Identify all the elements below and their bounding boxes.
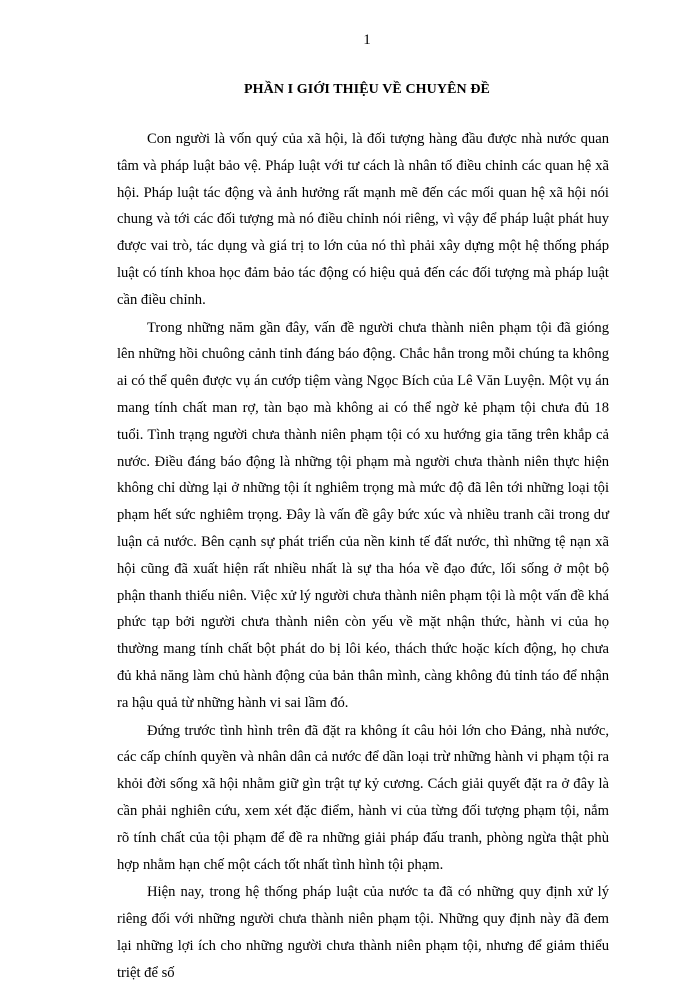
section-title: PHẦN I GIỚI THIỆU VỀ CHUYÊN ĐỀ bbox=[244, 82, 490, 97]
paragraph-4: Hiện nay, trong hệ thống pháp luật của nước ta đã có những quy định xử lý riêng đối với những người chưa thành niên phạm tội. Những quy định này đã đem lại những lợi ích cho những người chưa thành niên phạm tội, nhưng để giảm thiểu triệt để số bbox=[117, 884, 609, 981]
page-number: 1 bbox=[363, 32, 371, 48]
paragraph-2: Trong những năm gần đây, vấn đề người chưa thành niên phạm tội đã gióng lên những hồi chuông cảnh tỉnh đáng báo động. Chắc hẳn trong mỗi chúng ta không ai có thể quên được vụ án cướp tiệm vàng Ngọc Bích của Lê Văn Luyện. Một vụ án mang tính chất man rợ, tàn bạo mà không ai có thể ngờ kẻ phạm tội chưa đủ 18 tuổi. Tình trạng người chưa thành niên phạm tội có xu hướng gia tăng trên khắp cả nước. Điều đáng báo động là những tội phạm mà người chưa thành niên thực hiện không chỉ dừng lại ở những tội ít nghiêm trọng mà mức độ đã lên tới những loại tội phạm hết sức nghiêm trọng. Đây là vấn đề gây bức xúc và nhiều tranh cãi trong dư luận cả nước. Bên cạnh sự phát triển của nền kinh tế đất nước, thì những tệ nạn xã hội cũng đã xuất hiện rất nhiều nhất là sự tha hóa về đạo đức, lối sống ở một bộ phận thanh thiếu niên. Việc xử lý người chưa thành niên phạm tội là một vấn đề khá phức tạp bởi người chưa thành niên còn yếu về mặt nhận thức, hành vi của họ thường mang tính chất bột phát do bị lôi kéo, thách thức hoặc kích động, họ chưa đủ khả năng làm chủ hành động của bản thân mình, càng không đủ tỉnh táo để nhận ra hậu quả từ những hành vi sai lầm đó. bbox=[117, 319, 609, 711]
paragraph-1: Con người là vốn quý của xã hội, là đối tượng hàng đầu được nhà nước quan tâm và pháp luật bảo vệ. Pháp luật với tư cách là nhân tố điều chỉnh các quan hệ xã hội. Pháp luật tác động và ảnh hưởng rất mạnh mẽ đến các mối quan hệ xã hội nói chung và tới các đối tượng mà nó điều chỉnh nói riêng, vì vậy để pháp luật phát huy được vai trò, tác dụng và giá trị to lớn của nó thì phải xây dựng một hệ thống pháp luật có tính khoa học đảm bảo tác động có hiệu quả đến các đối tượng mà pháp luật cần điều chỉnh. bbox=[117, 131, 609, 308]
paragraph-3: Đứng trước tình hình trên đã đặt ra không ít câu hỏi lớn cho Đảng, nhà nước, các cấp chính quyền và nhân dân cả nước để dần loại trừ những hành vi phạm tội ra khỏi đời sống xã hội nhằm giữ gìn trật tự kỷ cương. Cách giải quyết đặt ra ở đây là cần phải nghiên cứu, xem xét đặc điểm, hành vi của từng đối tượng phạm tội, nắm rõ tính chất của tội phạm để đề ra những giải pháp đấu tranh, phòng ngừa thật phù hợp nhằm hạn chế một cách tốt nhất tình hình tội phạm. bbox=[117, 722, 609, 873]
document-body bbox=[117, 126, 609, 988]
